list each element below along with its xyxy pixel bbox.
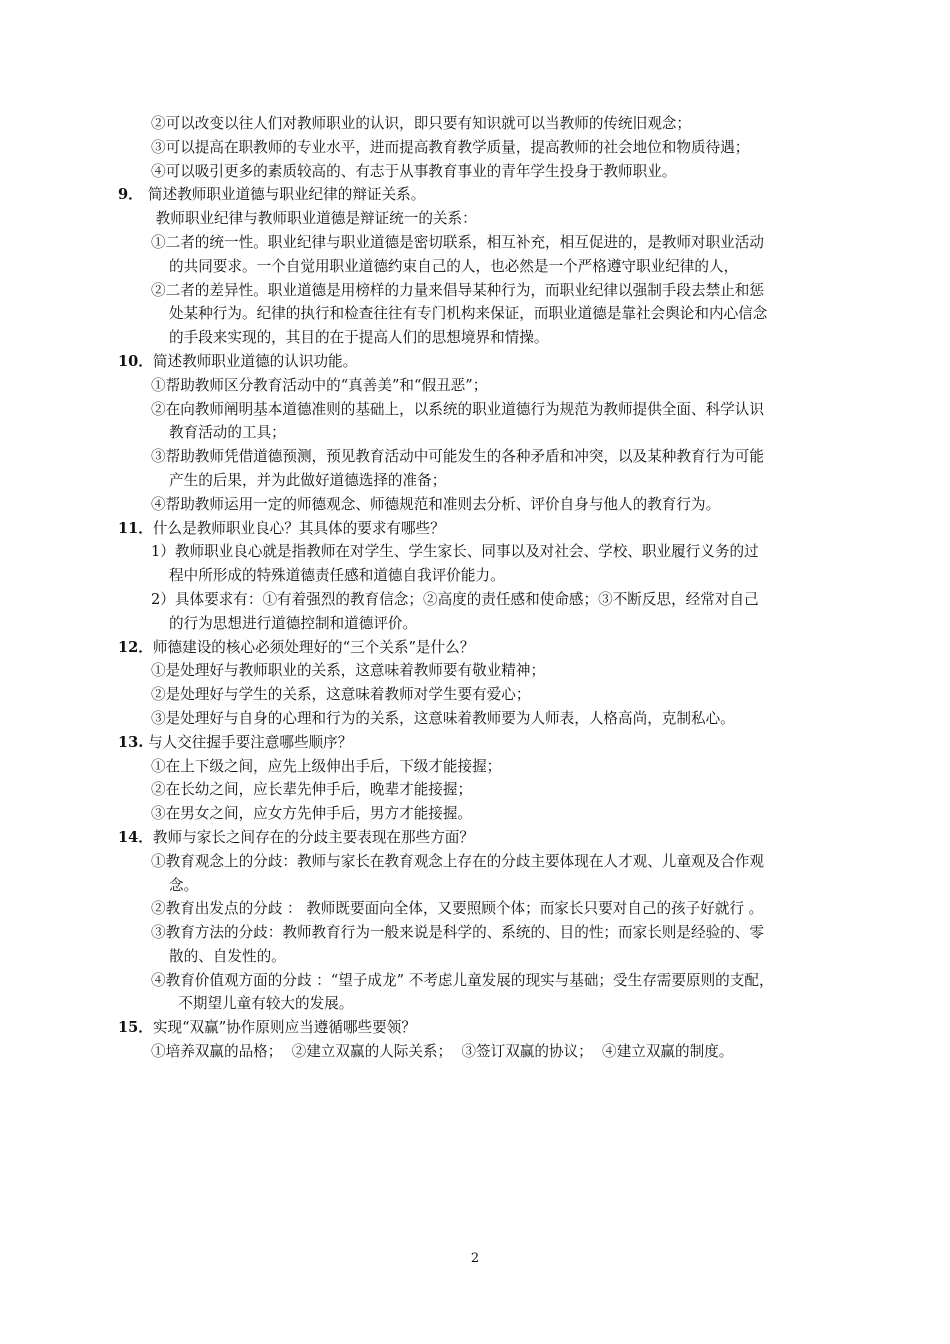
- answer-line: 教师职业纪律与教师职业道德是辩证统一的关系：: [151, 210, 477, 228]
- answer-line: ④帮助教师运用一定的师德观念、师德规范和准则去分析、评价自身与他人的教育行为。: [151, 495, 721, 513]
- answer-line: ③可以提高在职教师的专业水平，进而提高教育教学质量，提高教师的社会地位和物质待遇；: [151, 138, 750, 156]
- answer-line: 不期望儿童有较大的发展。: [169, 995, 354, 1013]
- answer-line: ③在男女之间，应女方先伸手后，男方才能接握。: [151, 805, 473, 823]
- question-number: 14．: [118, 828, 153, 846]
- answer-line: ①教育观念上的分歧：教师与家长在教育观念上存在的分歧主要体现在人才观、儿童观及合作观: [151, 852, 764, 870]
- answer-line: 产生的后果，并为此做好道德选择的准备；: [169, 471, 447, 489]
- answer-line: ②在长幼之间，应长辈先伸手后，晚辈才能接握；: [151, 781, 473, 799]
- question-line: [118, 183, 858, 207]
- question-number: 9．: [118, 186, 143, 204]
- question-number: 10．: [118, 352, 153, 370]
- question-text: 实现“双赢”协作原则应当遵循哪些要领？: [152, 1019, 416, 1037]
- answer-line: ③是处理好与自身的心理和行为的关系，这意味着教师要为人师表，人格高尚，克制私心。: [151, 709, 735, 727]
- answer-line: 的手段来实现的，其目的在于提高人们的思想境界和情操。: [169, 329, 549, 347]
- answer-line: 念。: [169, 876, 199, 894]
- question-line: [118, 350, 858, 374]
- question-text: 教师与家长之间存在的分歧主要表现在那些方面？: [152, 828, 474, 846]
- answer-line: 1）教师职业良心就是指教师在对学生、学生家长、同事以及对社会、学校、职业履行义务的过: [151, 543, 759, 561]
- answer-line: ②在向教师阐明基本道德准则的基础上，以系统的职业道德行为规范为教师提供全面、科学认识: [151, 400, 764, 418]
- answer-line: ④教育价值观方面的分歧 ：“望子成龙” 不考虑儿童发展的现实与基础；受生存需要原则的支配，: [151, 971, 774, 989]
- answer-line: ①二者的统一性。职业纪律与职业道德是密切联系，相互补充，相互促进的，是教师对职业活动: [151, 233, 764, 251]
- answer-line: ②是处理好与学生的关系，这意味着教师对学生要有爱心；: [151, 686, 531, 704]
- answer-line: 散的、自发性的。: [169, 947, 286, 965]
- answer-line: ①帮助教师区分教育活动中的“真善美”和“假丑恶”；: [151, 376, 488, 394]
- question-line: [118, 636, 858, 660]
- answer-line: ②教育出发点的分歧 ： 教师既要面向全体，又要照顾个体；而家长只要对自己的孩子好就行 。: [151, 900, 764, 918]
- question-number: 11．: [118, 519, 153, 537]
- answer-line: ③帮助教师凭借道德预测，预见教育活动中可能发生的各种矛盾和冲突，以及某种教育行为可能: [151, 448, 764, 466]
- question-text: 简述教师职业道德的认识功能。: [152, 352, 358, 370]
- question-number: 15．: [118, 1019, 153, 1037]
- answer-line: 的共同要求。一个自觉用职业道德约束自己的人，也必然是一个严格遵守职业纪律的人，: [169, 257, 739, 275]
- question-text: 与人交往握手要注意哪些顺序？: [148, 733, 353, 751]
- question-text: 师德建设的核心必须处理好的“三个关系”是什么？: [152, 638, 475, 656]
- answer-line: 2）具体要求有：①有着强烈的教育信念；②高度的责任感和使命感；③不断反思，经常对自己: [151, 590, 759, 608]
- answer-line: ③教育方法的分歧：教师教育行为一般来说是科学的、系统的、目的性；而家长则是经验的、零: [151, 924, 764, 942]
- answer-line: 的行为思想进行道德控制和道德评价。: [169, 614, 418, 632]
- question-text: 简述教师职业道德与职业纪律的辩证关系。: [148, 186, 426, 204]
- answer-line: ①是处理好与教师职业的关系，这意味着教师要有敬业精神；: [151, 662, 546, 680]
- question-line: [118, 826, 858, 850]
- question-line: [118, 1016, 858, 1040]
- document-body: [118, 112, 858, 1064]
- page-number: 2: [470, 1251, 480, 1266]
- answer-line: ②可以改变以往人们对教师职业的认识，即只要有知识就可以当教师的传统旧观念；: [151, 115, 691, 132]
- question-number: 13.: [118, 733, 144, 751]
- question-line: [118, 731, 858, 755]
- answer-line: 处某种行为。纪律的执行和检查往往有专门机构来保证，而职业道德是靠社会舆论和内心信念: [169, 305, 768, 323]
- question-line: [118, 517, 858, 541]
- answer-line: ④可以吸引更多的素质较高的、有志于从事教育事业的青年学生投身于教师职业。: [151, 162, 677, 180]
- answer-line: ①培养双赢的品格； ②建立双赢的人际关系； ③签订双赢的协议； ④建立双赢的制度。: [151, 1043, 734, 1061]
- answer-line: 教育活动的工具；: [169, 424, 286, 442]
- question-number: 12．: [118, 638, 153, 656]
- answer-line: 程中所形成的特殊道德责任感和道德自我评价能力。: [169, 567, 505, 585]
- answer-line: ①在上下级之间，应先上级伸出手后，下级才能接握；: [151, 757, 502, 775]
- answer-line: ②二者的差异性。职业道德是用榜样的力量来倡导某种行为，而职业纪律以强制手段去禁止和惩: [151, 281, 764, 299]
- question-text: 什么是教师职业良心？其具体的要求有哪些？: [152, 519, 445, 537]
